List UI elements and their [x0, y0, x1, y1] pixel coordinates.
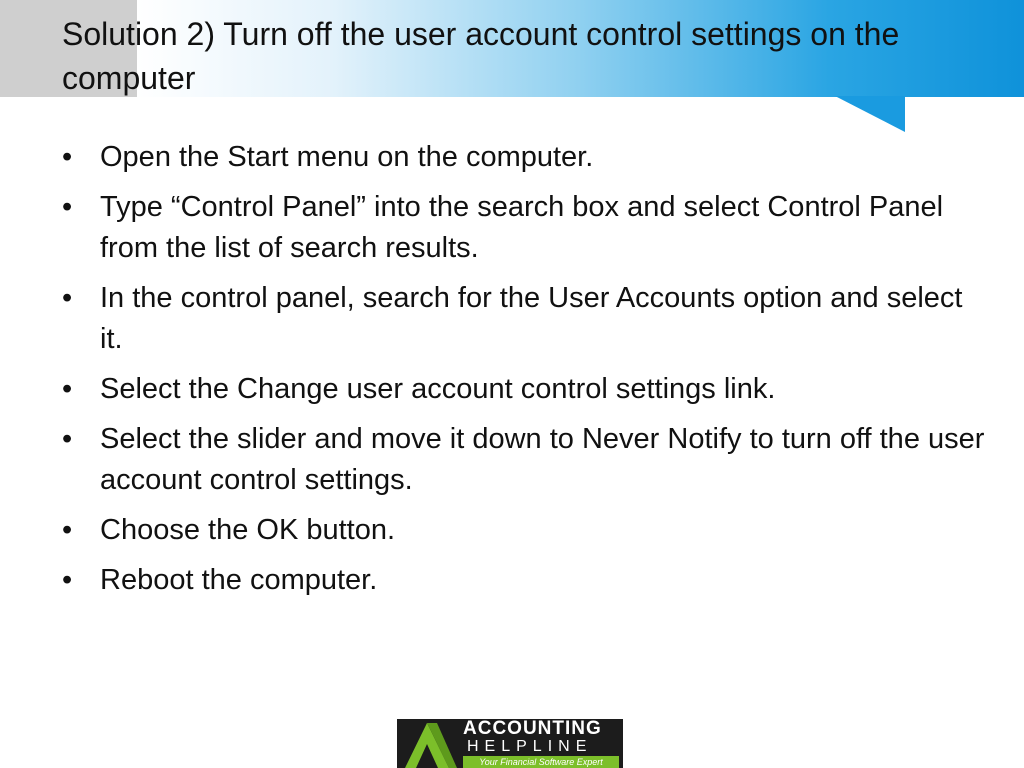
- bullet-dot: •: [62, 373, 73, 405]
- bullet-dot: •: [62, 423, 73, 455]
- logo-a-icon: [397, 719, 459, 768]
- bullet-item: [62, 137, 992, 178]
- bullet-text: Type “Control Panel” into the search box and select Control Panel from the list of search results.: [100, 191, 944, 264]
- bullet-dot: •: [62, 514, 73, 546]
- logo-word-helpline: HELPLINE: [467, 738, 593, 755]
- header-tab-shape: [835, 96, 905, 132]
- bullet-text: Select the slider and move it down to Never Notify to turn off the user account control settings.: [100, 423, 985, 496]
- accounting-helpline-logo: [397, 719, 623, 768]
- bullet-item: [62, 560, 992, 601]
- bullet-item: [62, 369, 992, 410]
- bullet-item: [62, 419, 992, 501]
- bullet-dot: •: [62, 191, 73, 223]
- bullet-dot: •: [62, 141, 73, 173]
- logo-tagline: Your Financial Software Expert: [463, 756, 619, 768]
- bullet-item: [62, 510, 992, 551]
- bullet-list: [62, 137, 992, 610]
- bullet-text: Choose the OK button.: [100, 514, 396, 546]
- bullet-item: [62, 278, 992, 360]
- bullet-dot: •: [62, 282, 73, 314]
- bullet-text: In the control panel, search for the User Accounts option and select it.: [100, 282, 963, 355]
- bullet-text: Select the Change user account control settings link.: [100, 373, 776, 405]
- bullet-text: Reboot the computer.: [100, 564, 378, 596]
- bullet-text: Open the Start menu on the computer.: [100, 141, 594, 173]
- logo-word-accounting: ACCOUNTING: [463, 719, 602, 739]
- bullet-dot: •: [62, 564, 73, 596]
- bullet-item: [62, 187, 992, 269]
- slide-title: Solution 2) Turn off the user account control settings on the computer: [62, 16, 900, 96]
